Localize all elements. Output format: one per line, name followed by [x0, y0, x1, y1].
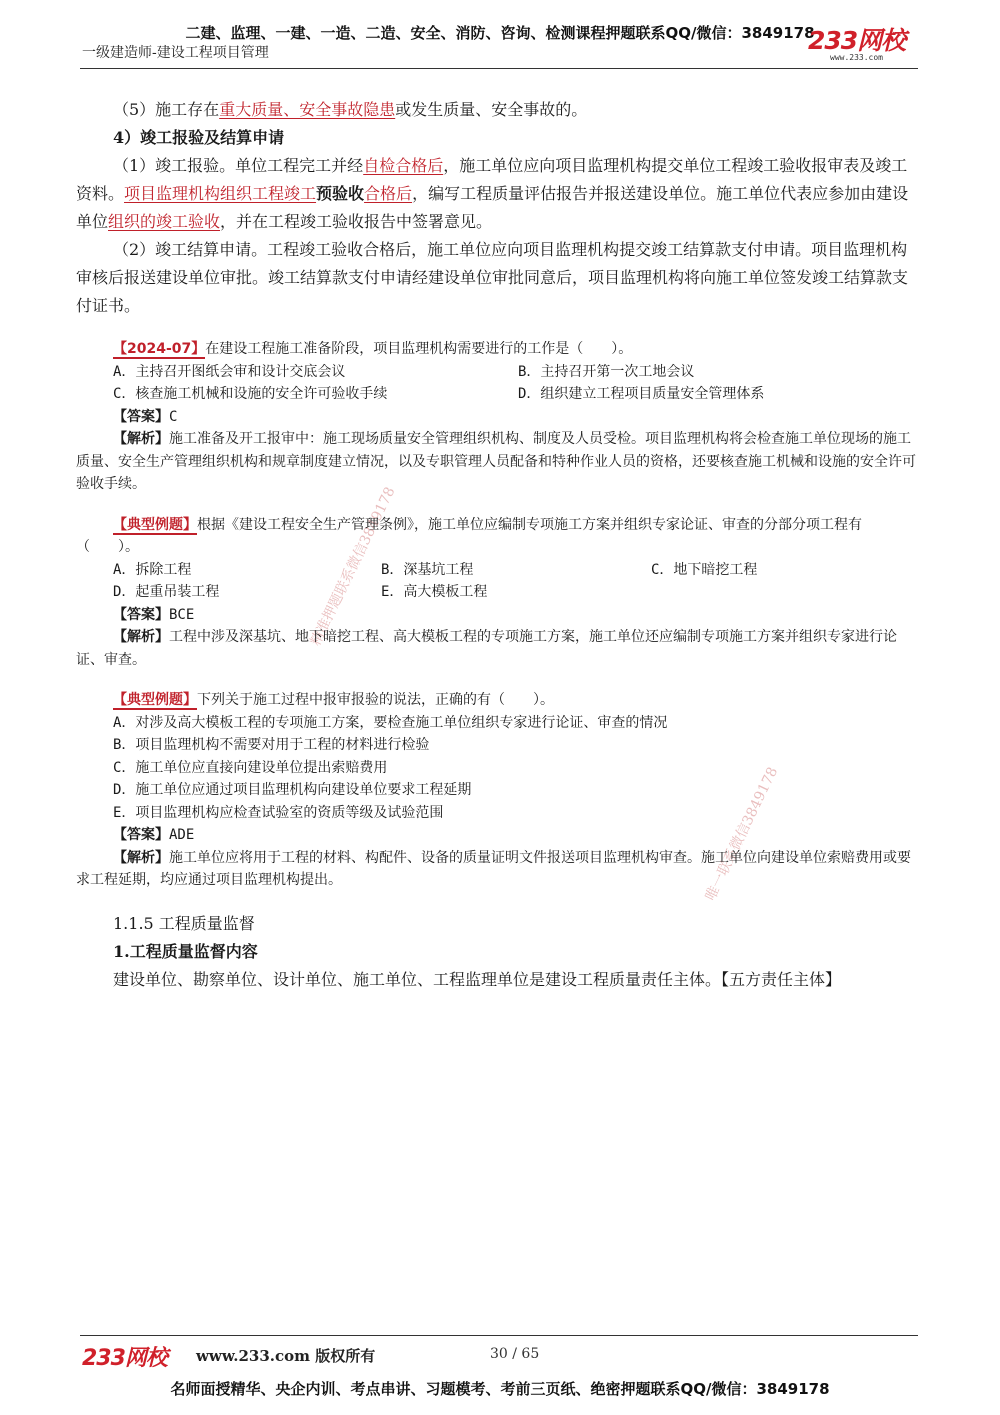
- footer-rule: [80, 1335, 918, 1336]
- question-tag: 【2024-07】: [113, 341, 206, 357]
- footer-logo: [82, 1341, 167, 1372]
- question-stem: 【典型例题】根据《建设工程安全生产管理条例》，施工单位应编制专项施工方案并组织专家论证、审查的分部分项工程有（ ）。: [76, 516, 862, 555]
- answer: 【答案】ADE: [113, 827, 195, 843]
- option: B．主持召开第一次工地会议: [518, 363, 695, 380]
- brand-logo: [808, 28, 905, 62]
- highlight-text: 组织的竣工验收: [108, 212, 221, 231]
- option: A．拆除工程: [113, 561, 192, 578]
- main-content: [76, 96, 916, 994]
- option: D．起重吊装工程: [113, 584, 220, 600]
- option: D．施工单位应通过项目监理机构向建设单位要求工程延期: [113, 782, 472, 798]
- question-stem: 【典型例题】下列关于施工过程中报审报验的说法，正确的有（ ）。: [113, 692, 554, 708]
- question-block: [76, 338, 916, 496]
- analysis: 【解析】工程中涉及深基坑、地下暗挖工程、高大模板工程的专项施工方案，施工单位还应编制专项施工方案并组织专家进行论证、审查。: [76, 629, 897, 668]
- option: B．深基坑工程: [381, 561, 474, 578]
- watermark: 精准押题联系微信3849178: [307, 484, 399, 649]
- highlight-text: 自检合格后: [363, 156, 444, 175]
- paragraph: 建设单位、勘察单位、设计单位、施工单位、工程监理单位是建设工程质量责任主体。【五方责任主体】: [113, 969, 842, 989]
- option: C．施工单位应直接向建设单位提出索赔费用: [113, 759, 388, 776]
- analysis: 【解析】施工准备及开工报审中：施工现场质量安全管理组织机构、制度及人员受检。项目监理机构将会检查施工单位现场的施工质量、安全生产管理组织机构和规章制度建立情况，以及专职管理人员配备和特种作业人员的资格，还要核查施工机械和设施的安全许可验收手续。: [76, 431, 916, 492]
- answer: 【答案】C: [113, 408, 178, 425]
- paragraph: （1）竣工报验。单位工程完工并经自检合格后，施工单位应向项目监理机构提交单位工程竣工验收报审表及竣工资料。项目监理机构组织工程竣工预验收合格后，编写工程质量评估报告并报送建设单位。施工单位代表应参加由建设单位组织的竣工验收，并在工程竣工验收报告中签署意见。: [76, 156, 909, 231]
- highlight-text: 项目监理机构组织工程竣工: [124, 184, 317, 203]
- option: A．对涉及高大模板工程的专项施工方案，要检查施工单位组织专家进行论证、审查的情况: [113, 714, 668, 731]
- option: E．高大模板工程: [381, 584, 488, 600]
- section-heading: 4）竣工报验及结算申请: [113, 128, 285, 147]
- question-tag: 【典型例题】: [113, 692, 197, 708]
- paragraph: （2）竣工结算申请。工程竣工验收合格后，施工单位应向项目监理机构提交竣工结算款支付申请。项目监理机构审核后报送建设单位审批。竣工结算款支付申请经建设单位审批同意后，项目监理机构将向施工单位签发竣工结算款支付证书。: [76, 240, 909, 315]
- header-rule: [80, 68, 918, 69]
- subsection-heading: 1.工程质量监督内容: [113, 941, 258, 961]
- option: E．项目监理机构应检查试验室的资质等级及试验范围: [113, 804, 444, 821]
- option: D．组织建立工程项目质量安全管理体系: [518, 386, 765, 402]
- option: C．核查施工机械和设施的安全许可验收手续: [113, 386, 388, 402]
- footer-copyright: www.233.com 版权所有: [196, 1347, 376, 1365]
- option: C．地下暗挖工程: [651, 561, 758, 578]
- top-banner: 二建、监理、一建、一造、二造、安全、消防、咨询、检测课程押题联系QQ/微信：3849178: [185, 24, 815, 42]
- answer: 【答案】BCE: [113, 606, 195, 623]
- paragraph: （5）施工存在重大质量、安全事故隐患或发生质量、安全事故的。: [113, 100, 588, 119]
- question-block: [76, 514, 916, 672]
- question-tag: 【典型例题】: [113, 516, 197, 533]
- analysis: 【解析】施工单位应将用于工程的材料、构配件、设备的质量证明文件报送项目监理机构审查。施工单位向建设单位索赔费用或要求工程延期，均应通过项目监理机构提出。: [76, 849, 911, 888]
- page-subtitle: 一级建造师-建设工程项目管理: [82, 45, 269, 61]
- logo-url: www.233.com: [830, 53, 883, 62]
- option: B．项目监理机构不需要对用于工程的材料进行检验: [113, 737, 430, 753]
- watermark: 唯一联系微信3849178: [702, 764, 782, 904]
- highlight-text: 重大质量、安全事故隐患: [219, 100, 396, 119]
- section-heading: 1.1.5 工程质量监督: [113, 913, 255, 933]
- highlight-text: 合格后: [364, 184, 413, 203]
- question-block: [76, 689, 916, 892]
- question-stem: 【2024-07】在建设工程施工准备阶段，项目监理机构需要进行的工作是（ ）。: [113, 341, 633, 357]
- logo-text: 233网校: [82, 1346, 167, 1371]
- logo-text: 233网校: [808, 26, 906, 55]
- bottom-banner: 名师面授精华、央企内训、考点串讲、习题模考、考前三页纸、绝密押题联系QQ/微信：3849178: [170, 1380, 830, 1398]
- option: A．主持召开图纸会审和设计交底会议: [113, 363, 346, 380]
- page-number: 30 / 65: [490, 1346, 540, 1362]
